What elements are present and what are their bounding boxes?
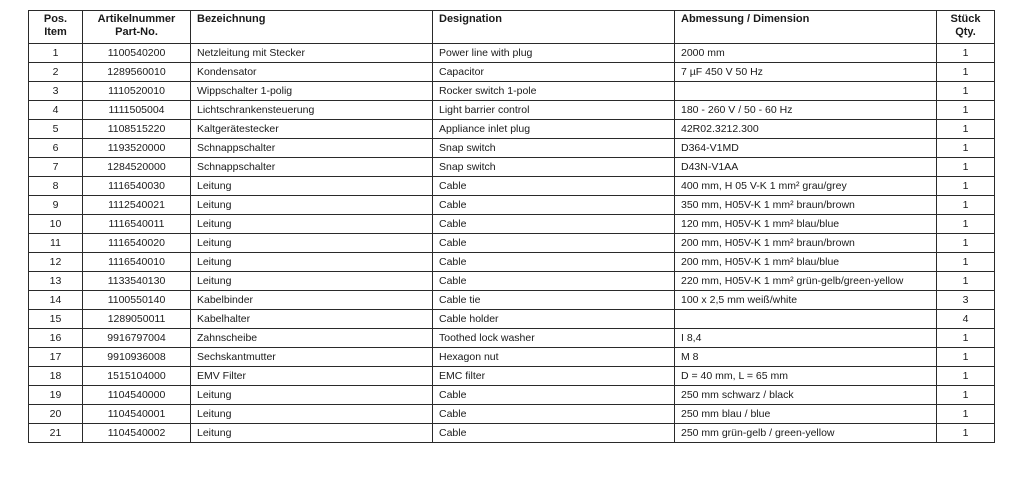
cell-qty: 1 [937,44,995,63]
cell-designation: Snap switch [433,139,675,158]
table-row [29,405,995,424]
table-row [29,158,995,177]
cell-qty: 1 [937,253,995,272]
cell-dimension: 42R02.3212.300 [675,120,937,139]
cell-bezeichnung: EMV Filter [191,367,433,386]
cell-part-no: 1104540000 [83,386,191,405]
cell-pos: 16 [29,329,83,348]
header-part-de: Artikelnummer [97,13,176,25]
cell-designation: Capacitor [433,63,675,82]
cell-designation: Cable tie [433,291,675,310]
cell-qty: 1 [937,82,995,101]
cell-designation: Appliance inlet plug [433,120,675,139]
cell-pos: 15 [29,310,83,329]
cell-bezeichnung: Leitung [191,196,433,215]
cell-pos: 2 [29,63,83,82]
cell-part-no: 1116540010 [83,253,191,272]
cell-designation: Snap switch [433,158,675,177]
cell-designation: Cable [433,196,675,215]
cell-bezeichnung: Leitung [191,215,433,234]
cell-part-no: 1116540020 [83,234,191,253]
cell-qty: 1 [937,120,995,139]
cell-dimension [675,310,937,329]
cell-qty: 1 [937,101,995,120]
cell-pos: 8 [29,177,83,196]
cell-bezeichnung: Zahnscheibe [191,329,433,348]
cell-part-no: 1289560010 [83,63,191,82]
table-row [29,139,995,158]
cell-part-no: 1108515220 [83,120,191,139]
cell-designation: Cable holder [433,310,675,329]
table-row [29,329,995,348]
cell-part-no: 1110520010 [83,82,191,101]
cell-designation: Power line with plug [433,44,675,63]
cell-pos: 9 [29,196,83,215]
cell-dimension: M 8 [675,348,937,367]
cell-dimension: 250 mm schwarz / black [675,386,937,405]
cell-bezeichnung: Wippschalter 1-polig [191,82,433,101]
cell-designation: Cable [433,405,675,424]
cell-part-no: 1112540021 [83,196,191,215]
cell-dimension: 400 mm, H 05 V-K 1 mm² grau/grey [675,177,937,196]
cell-dimension: 250 mm blau / blue [675,405,937,424]
cell-qty: 1 [937,177,995,196]
cell-designation: Cable [433,215,675,234]
table-body [29,44,995,443]
cell-designation: Cable [433,386,675,405]
cell-qty: 1 [937,424,995,443]
cell-part-no: 1111505004 [83,101,191,120]
cell-dimension: 200 mm, H05V-K 1 mm² braun/brown [675,234,937,253]
parts-list-table [28,10,995,443]
cell-designation: Toothed lock washer [433,329,675,348]
cell-pos: 19 [29,386,83,405]
table-row [29,310,995,329]
cell-qty: 1 [937,367,995,386]
table-row [29,215,995,234]
cell-bezeichnung: Leitung [191,253,433,272]
table-row [29,63,995,82]
cell-designation: Light barrier control [433,101,675,120]
cell-qty: 1 [937,405,995,424]
table-row [29,196,995,215]
cell-pos: 4 [29,101,83,120]
table-row [29,234,995,253]
cell-pos: 6 [29,139,83,158]
table-row [29,82,995,101]
header-row [29,11,995,44]
cell-part-no: 1104540001 [83,405,191,424]
table-header [29,11,995,44]
cell-dimension: 2000 mm [675,44,937,63]
cell-pos: 7 [29,158,83,177]
cell-pos: 10 [29,215,83,234]
cell-dimension: 120 mm, H05V-K 1 mm² blau/blue [675,215,937,234]
cell-bezeichnung: Netzleitung mit Stecker [191,44,433,63]
cell-pos: 17 [29,348,83,367]
cell-designation: Cable [433,253,675,272]
cell-pos: 20 [29,405,83,424]
cell-designation: Rocker switch 1-pole [433,82,675,101]
table-row [29,253,995,272]
table-row [29,386,995,405]
cell-bezeichnung: Leitung [191,405,433,424]
header-bezeichnung: Bezeichnung [191,11,433,44]
cell-qty: 3 [937,291,995,310]
cell-dimension [675,82,937,101]
cell-pos: 18 [29,367,83,386]
cell-part-no: 1284520000 [83,158,191,177]
table-row [29,120,995,139]
cell-dimension: D = 40 mm, L = 65 mm [675,367,937,386]
table-row [29,177,995,196]
header-qty-en: Qty. [955,26,976,38]
cell-part-no: 1100550140 [83,291,191,310]
cell-qty: 1 [937,158,995,177]
header-pos-de: Pos. [43,13,68,25]
cell-bezeichnung: Kabelhalter [191,310,433,329]
cell-qty: 1 [937,272,995,291]
cell-pos: 13 [29,272,83,291]
cell-bezeichnung: Kaltgerätestecker [191,120,433,139]
cell-pos: 11 [29,234,83,253]
cell-bezeichnung: Schnappschalter [191,139,433,158]
table-row [29,101,995,120]
cell-part-no: 1104540002 [83,424,191,443]
cell-dimension: 200 mm, H05V-K 1 mm² blau/blue [675,253,937,272]
header-qty-de: Stück [950,13,981,25]
cell-dimension: D43N-V1AA [675,158,937,177]
cell-pos: 14 [29,291,83,310]
table-row [29,44,995,63]
table-row [29,348,995,367]
cell-pos: 12 [29,253,83,272]
table-row [29,291,995,310]
cell-part-no: 1193520000 [83,139,191,158]
cell-bezeichnung: Leitung [191,424,433,443]
cell-dimension: 250 mm grün-gelb / green-yellow [675,424,937,443]
cell-qty: 4 [937,310,995,329]
cell-dimension: 7 µF 450 V 50 Hz [675,63,937,82]
table-row [29,367,995,386]
table-row [29,272,995,291]
cell-part-no: 9910936008 [83,348,191,367]
cell-qty: 1 [937,215,995,234]
cell-qty: 1 [937,386,995,405]
cell-bezeichnung: Schnappschalter [191,158,433,177]
cell-bezeichnung: Leitung [191,177,433,196]
cell-qty: 1 [937,234,995,253]
cell-pos: 3 [29,82,83,101]
cell-bezeichnung: Sechskantmutter [191,348,433,367]
cell-pos: 21 [29,424,83,443]
cell-qty: 1 [937,329,995,348]
cell-qty: 1 [937,139,995,158]
cell-part-no: 1116540030 [83,177,191,196]
header-pos [29,11,83,44]
cell-bezeichnung: Kondensator [191,63,433,82]
cell-designation: Hexagon nut [433,348,675,367]
header-part-no [83,11,191,44]
cell-part-no: 9916797004 [83,329,191,348]
cell-part-no: 1515104000 [83,367,191,386]
header-designation: Designation [433,11,675,44]
header-part-en: Part-No. [115,26,158,38]
cell-designation: Cable [433,424,675,443]
cell-bezeichnung: Leitung [191,386,433,405]
table-row [29,424,995,443]
cell-pos: 5 [29,120,83,139]
cell-part-no: 1116540011 [83,215,191,234]
header-qty [937,11,995,44]
cell-dimension: I 8,4 [675,329,937,348]
cell-dimension: 220 mm, H05V-K 1 mm² grün-gelb/green-yellow [675,272,937,291]
cell-designation: EMC filter [433,367,675,386]
cell-dimension: 180 - 260 V / 50 - 60 Hz [675,101,937,120]
cell-designation: Cable [433,177,675,196]
cell-bezeichnung: Lichtschrankensteuerung [191,101,433,120]
header-dimension: Abmessung / Dimension [675,11,937,44]
cell-qty: 1 [937,63,995,82]
cell-designation: Cable [433,272,675,291]
cell-dimension: 100 x 2,5 mm weiß/white [675,291,937,310]
cell-dimension: 350 mm, H05V-K 1 mm² braun/brown [675,196,937,215]
cell-dimension: D364-V1MD [675,139,937,158]
cell-pos: 1 [29,44,83,63]
header-pos-en: Item [44,26,67,38]
cell-qty: 1 [937,348,995,367]
cell-part-no: 1133540130 [83,272,191,291]
cell-bezeichnung: Kabelbinder [191,291,433,310]
cell-bezeichnung: Leitung [191,234,433,253]
cell-part-no: 1100540200 [83,44,191,63]
cell-qty: 1 [937,196,995,215]
cell-designation: Cable [433,234,675,253]
cell-part-no: 1289050011 [83,310,191,329]
cell-bezeichnung: Leitung [191,272,433,291]
